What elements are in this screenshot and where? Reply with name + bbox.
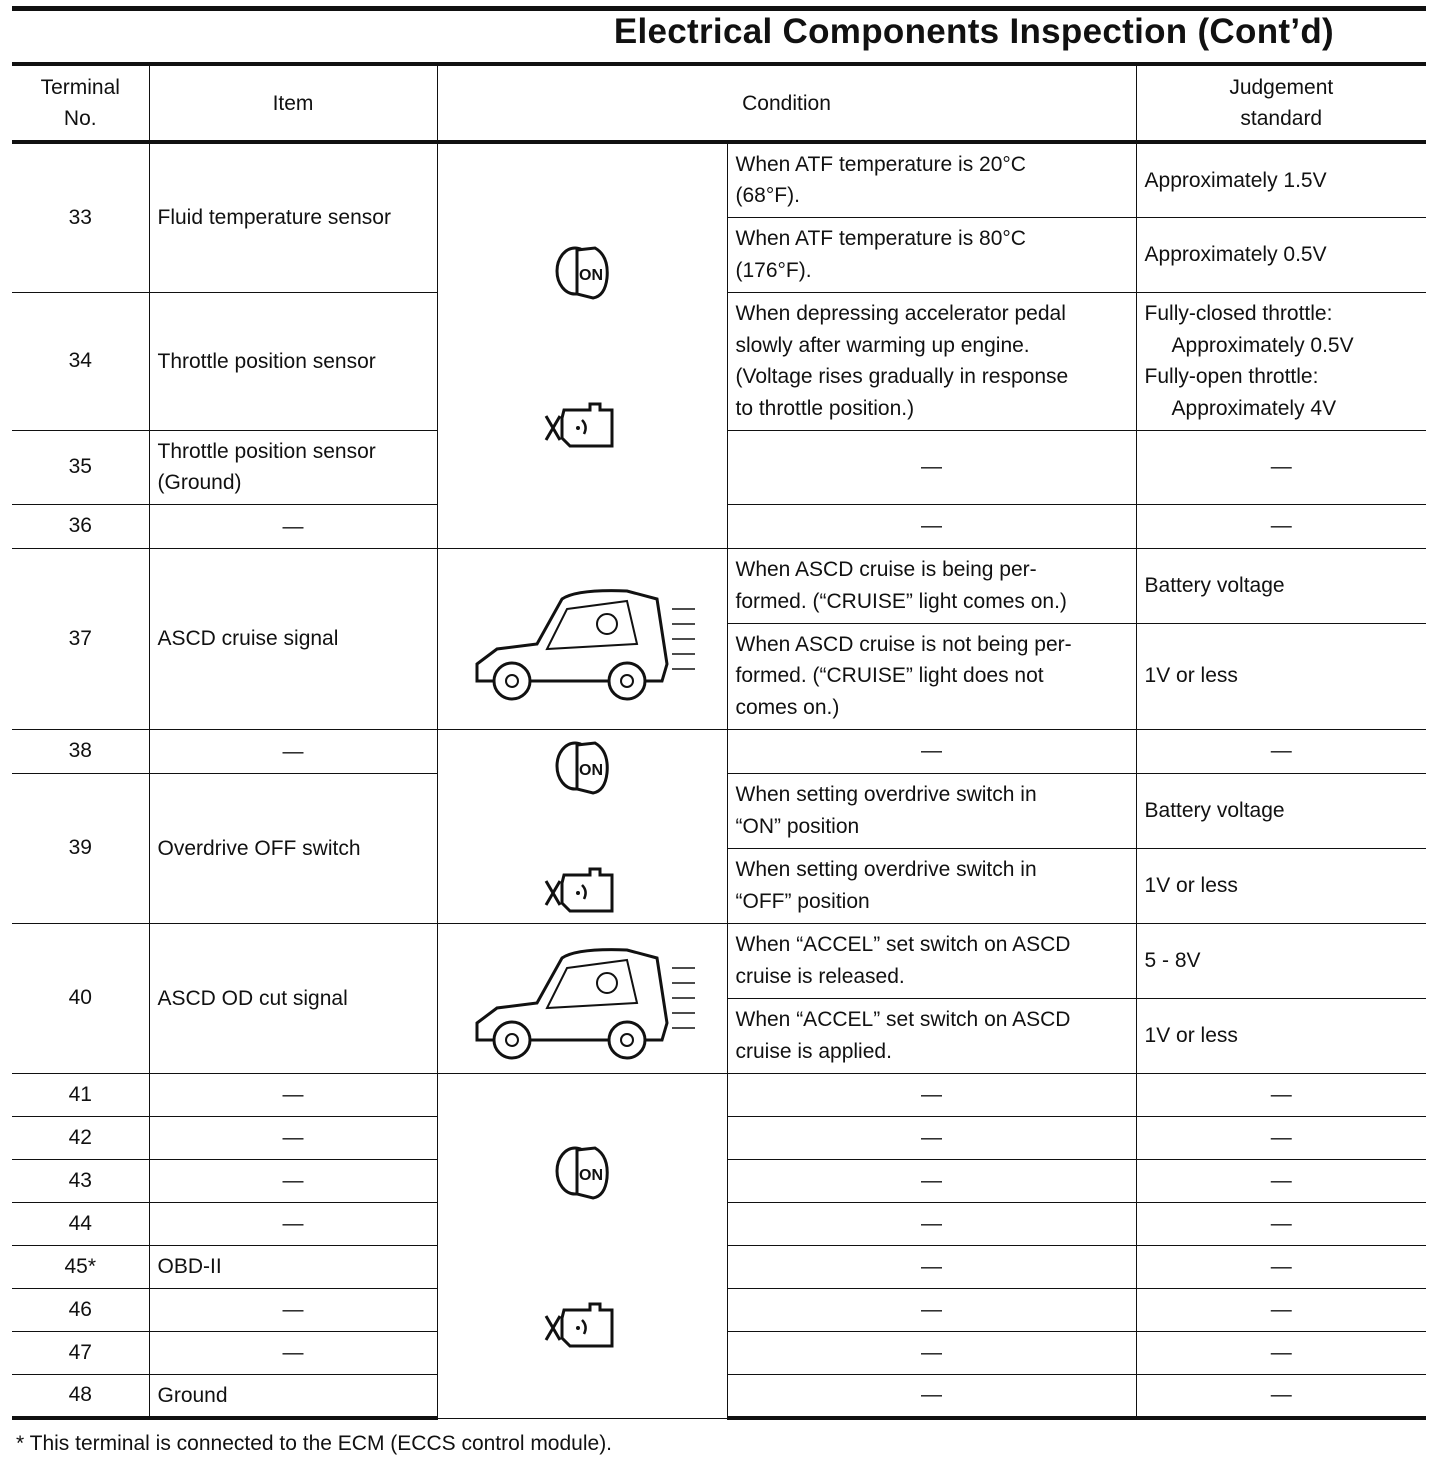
- condition-text: —: [727, 1374, 1136, 1418]
- footnote: * This terminal is connected to the ECM (ECCS control module).: [16, 1432, 613, 1455]
- item-name: Overdrive OFF switch: [149, 773, 437, 923]
- condition-text: —: [727, 504, 1136, 548]
- judgement-value: —: [1136, 430, 1426, 504]
- condition-text: When setting overdrive switch in “ON” position: [727, 773, 1136, 848]
- judgement-value: 1V or less: [1136, 848, 1426, 923]
- condition-text: —: [727, 1073, 1136, 1116]
- header-row: [12, 64, 1426, 142]
- condition-text: —: [727, 1116, 1136, 1159]
- judgement-value: —: [1136, 1288, 1426, 1331]
- table-row: [12, 142, 1426, 217]
- terminal-number: 36: [12, 504, 149, 548]
- item-name: —: [149, 1331, 437, 1374]
- table-row: [12, 1073, 1426, 1116]
- judgement-value: —: [1136, 504, 1426, 548]
- terminal-number: 43: [12, 1159, 149, 1202]
- car-driving-icon: [467, 569, 697, 709]
- condition-icons: [437, 729, 727, 923]
- table-row: [12, 729, 1426, 773]
- item-name: —: [149, 729, 437, 773]
- ignition-key-on-icon: [547, 731, 617, 801]
- judgement-value: —: [1136, 1245, 1426, 1288]
- condition-text: —: [727, 1288, 1136, 1331]
- condition-text: —: [727, 430, 1136, 504]
- item-name: —: [149, 1288, 437, 1331]
- judgement-value: —: [1136, 1159, 1426, 1202]
- condition-text: When depressing accelerator pedal slowly after warming up engine. (Voltage rises gradually in response to throttle position.): [727, 292, 1136, 430]
- ignition-key-on-icon: [547, 236, 617, 306]
- terminal-number: 45*: [12, 1245, 149, 1288]
- terminal-number: 47: [12, 1331, 149, 1374]
- judgement-value: 1V or less: [1136, 623, 1426, 729]
- condition-text: —: [727, 1159, 1136, 1202]
- condition-icons: [437, 142, 727, 548]
- condition-icons: [437, 1073, 727, 1418]
- top-rule: [12, 6, 1426, 11]
- terminal-number: 37: [12, 548, 149, 729]
- svg-text:ON: ON: [579, 1166, 603, 1184]
- item-name: —: [149, 504, 437, 548]
- terminal-number: 41: [12, 1073, 149, 1116]
- judgement-value: —: [1136, 1202, 1426, 1245]
- condition-text: —: [727, 729, 1136, 773]
- condition-icons: [437, 548, 727, 729]
- item-name: Ground: [149, 1374, 437, 1418]
- terminal-number: 42: [12, 1116, 149, 1159]
- judgement-value: Battery voltage: [1136, 773, 1426, 848]
- judgement-value: —: [1136, 1073, 1426, 1116]
- condition-text: —: [727, 1245, 1136, 1288]
- judgement-value: Battery voltage: [1136, 548, 1426, 623]
- terminal-number: 33: [12, 142, 149, 292]
- item-name: Throttle position sensor (Ground): [149, 430, 437, 504]
- engine-running-icon: [542, 396, 622, 456]
- svg-text:ON: ON: [579, 266, 603, 284]
- terminal-number: 48: [12, 1374, 149, 1418]
- engine-running-icon: [542, 861, 622, 921]
- engine-running-icon: [542, 1296, 622, 1356]
- table-row: [12, 548, 1426, 623]
- judgement-value: —: [1136, 1116, 1426, 1159]
- judgement-value: Approximately 0.5V: [1136, 217, 1426, 292]
- condition-text: When setting overdrive switch in “OFF” position: [727, 848, 1136, 923]
- item-name: —: [149, 1073, 437, 1116]
- item-name: ASCD cruise signal: [149, 548, 437, 729]
- judgement-value: —: [1136, 1331, 1426, 1374]
- judgement-value: —: [1136, 1374, 1426, 1418]
- terminal-number: 46: [12, 1288, 149, 1331]
- item-name: Throttle position sensor: [149, 292, 437, 430]
- item-name: OBD-II: [149, 1245, 437, 1288]
- condition-text: When ASCD cruise is being per- formed. (“CRUISE” light comes on.): [727, 548, 1136, 623]
- page-title: Electrical Components Inspection (Cont’d): [613, 12, 1334, 51]
- header-condition: Condition: [437, 64, 1136, 142]
- item-name: Fluid temperature sensor: [149, 142, 437, 292]
- car-driving-icon: [467, 928, 697, 1068]
- item-name: —: [149, 1202, 437, 1245]
- condition-text: When ATF temperature is 20°C (68°F).: [727, 142, 1136, 217]
- item-name: ASCD OD cut signal: [149, 923, 437, 1073]
- terminal-number: 44: [12, 1202, 149, 1245]
- judgement-value: Approximately 1.5V: [1136, 142, 1426, 217]
- inspection-table: [12, 62, 1426, 1420]
- header-item: Item: [149, 64, 437, 142]
- condition-text: —: [727, 1331, 1136, 1374]
- header-judgement: Judgement standard: [1136, 64, 1426, 142]
- condition-text: —: [727, 1202, 1136, 1245]
- item-name: —: [149, 1159, 437, 1202]
- item-name: —: [149, 1116, 437, 1159]
- condition-text: When “ACCEL” set switch on ASCD cruise is released.: [727, 923, 1136, 998]
- terminal-number: 35: [12, 430, 149, 504]
- svg-text:ON: ON: [579, 762, 603, 779]
- judgement-value: Fully-closed throttle: Approximately 0.5V Fully-open throttle: Approximately 4V: [1136, 292, 1426, 430]
- condition-icons: [437, 923, 727, 1073]
- terminal-number: 34: [12, 292, 149, 430]
- header-terminal: Terminal No.: [12, 64, 149, 142]
- judgement-value: 1V or less: [1136, 998, 1426, 1073]
- condition-text: When ATF temperature is 80°C (176°F).: [727, 217, 1136, 292]
- condition-text: When “ACCEL” set switch on ASCD cruise is applied.: [727, 998, 1136, 1073]
- judgement-value: —: [1136, 729, 1426, 773]
- terminal-number: 39: [12, 773, 149, 923]
- terminal-number: 40: [12, 923, 149, 1073]
- judgement-value: 5 - 8V: [1136, 923, 1426, 998]
- ignition-key-on-icon: [547, 1136, 617, 1206]
- table-row: [12, 923, 1426, 998]
- condition-text: When ASCD cruise is not being per- formed. (“CRUISE” light does not comes on.): [727, 623, 1136, 729]
- terminal-number: 38: [12, 729, 149, 773]
